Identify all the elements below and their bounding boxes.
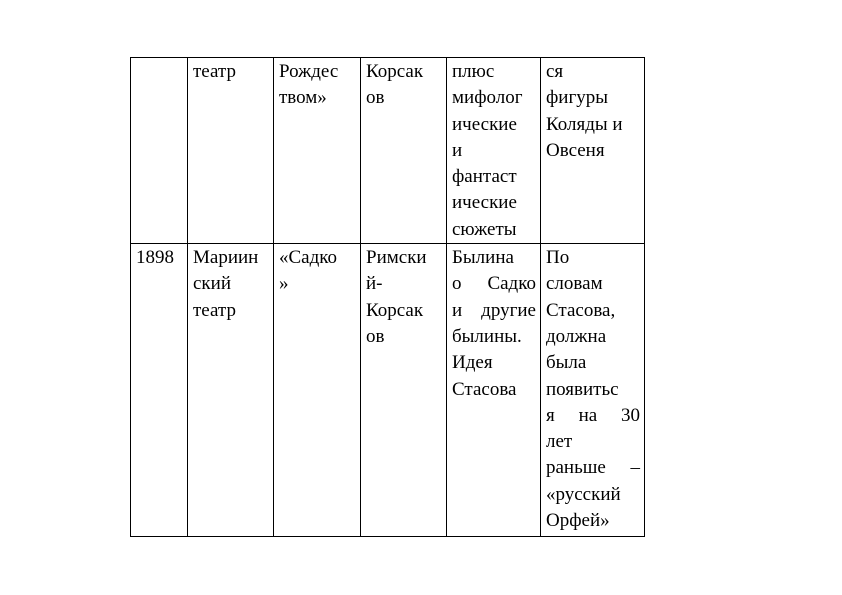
cell-text-line: мифолог [452,87,523,109]
cell-text-line: должна [546,325,607,347]
cell-text-line: театр [193,61,236,82]
title-cell [274,244,361,537]
title-cell [274,58,361,244]
cell-text-line: Мариин [193,247,259,269]
cell-text-line: й- [366,273,383,295]
source-cell [447,244,541,537]
cell-text-line: ов [366,87,385,109]
cell-text-line: театр [193,299,236,321]
cell-text-line: Овсеня [546,139,605,161]
cell-text-line: ов [366,325,385,347]
notes-cell [541,58,645,244]
cell-text-line: «Садко [279,247,338,269]
cell-text-line: я на 30 [546,404,640,426]
cell-text-line: и другие [452,299,536,321]
cell-text-line: сюжеты [452,218,517,240]
cell-text-line: ся [546,61,564,82]
composer-cell [361,244,447,537]
cell-text-line: фантаст [452,166,517,188]
cell-text-line: ические [452,113,517,135]
composer-cell [361,58,447,244]
year-cell [131,58,188,244]
cell-text-line: Коляды и [546,113,623,135]
cell-text-line: Орфей» [546,510,610,532]
cell-text-line: Корсак [366,299,424,321]
cell-text-line: о Садко [452,273,536,295]
cell-text-line: и [452,139,463,161]
cell-text-line: фигуры [546,87,609,109]
cell-text-line: была [546,352,587,374]
theater-cell [188,58,274,244]
cell-text-line: » [279,273,289,295]
cell-text-line: Римски [366,247,427,269]
cell-text-line: Рождес [279,61,339,82]
table-row [131,58,645,244]
table-row [131,244,645,537]
cell-text-line: лет [546,431,573,453]
cell-text-line: плюс [452,61,495,82]
cell-text-line: словам [546,273,603,295]
cell-text-line: Былина [452,247,514,269]
year-cell [131,244,188,537]
cell-text-line: «русский [546,483,621,505]
notes-cell [541,244,645,537]
cell-text-line: ические [452,192,517,214]
cell-text-line: По [546,247,570,269]
cell-text-line: ский [193,273,231,295]
opera-premieres-table [130,57,645,537]
cell-text-line: 1898 [136,247,174,269]
cell-text-line: Стасова, [546,299,616,321]
theater-cell [188,244,274,537]
cell-text-line: Идея [452,352,493,374]
cell-text-line: появитьс [546,378,619,400]
cell-text-line: раньше – [546,457,640,479]
source-cell [447,58,541,244]
cell-text-line: Корсак [366,61,424,82]
cell-text-line: твом» [279,87,327,109]
cell-text-line: былины. [452,325,522,347]
cell-text-line: Стасова [452,378,517,400]
